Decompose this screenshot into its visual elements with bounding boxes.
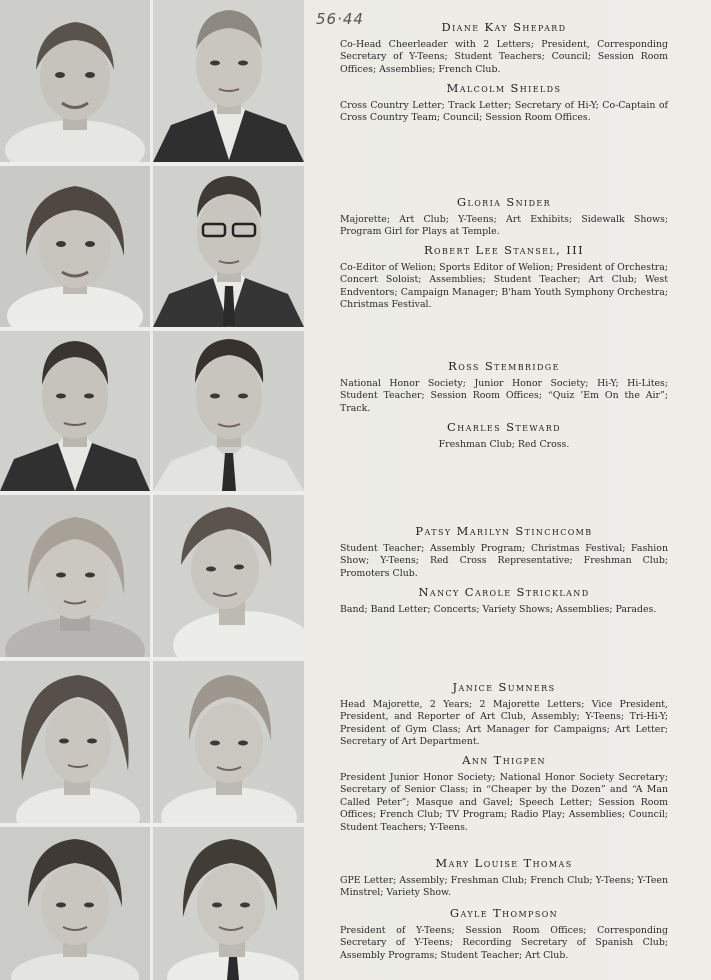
student-name: Ross Stembridge — [448, 359, 560, 373]
portrait-grid — [0, 0, 304, 980]
portrait-photo — [0, 495, 150, 657]
portrait-photo — [153, 827, 304, 980]
student-activities: Freshman Club; Red Cross. — [438, 439, 570, 450]
portrait-photo — [153, 495, 304, 657]
portrait-photo — [0, 0, 150, 162]
student-activities: Majorette; Art Club; Y-Teens; Art Exhibits; Sidewalk Shows; Program Girl for Plays at Temple. — [340, 214, 668, 238]
student-activities: President Junior Honor Society; National Honor Society Secretary; Secretary of Senior Class; in “Cheaper by the Dozen” and “A Man Called Peter”; Masque and Gavel; Speech Letter; Session Room Offices; French Club; TV Program; Radio Play; Assemblies; Council; Student Teachers; Y-Teens. — [340, 772, 668, 833]
student-entry — [340, 195, 668, 239]
student-name: Diane Kay Shepard — [441, 20, 567, 34]
student-activities: Head Majorette, 2 Years; 2 Majorette Letters; Vice President, President, and Reporter of Art Club, Assembly; Y-Teens; Tri-Hi-Y; President of Gym Class; Art Manager for Campaigns; Art Letter; Secretary of Art Department. — [340, 699, 668, 748]
student-name: Malcolm Shields — [446, 81, 562, 95]
student-entry — [340, 243, 668, 312]
student-entry — [340, 585, 668, 616]
student-activities: Co-Head Cheerleader with 2 Letters; President, Corresponding Secretary of Y-Teens; Student Teachers; Council; Session Room Offices; Assemblies; French Club. — [340, 39, 668, 75]
portrait-photo — [153, 166, 304, 327]
portrait-photo — [0, 331, 150, 491]
student-entry — [340, 81, 668, 125]
student-activities: Co-Editor of Welion; Sports Editor of Welion; President of Orchestra; Concert Soloist; Assemblies; Student Teacher; Art Club; West Endventors; Campaign Manager; B'ham Youth Symphony Orchestra; Christmas Festival. — [340, 262, 668, 311]
student-entry — [340, 420, 668, 451]
student-name: Nancy Carole Strickland — [418, 585, 590, 599]
portrait-photo — [153, 0, 304, 162]
student-entry — [340, 359, 668, 415]
student-activities: President of Y-Teens; Session Room Offices; Corresponding Secretary of Y-Teens; Recording Secretary of Spanish Club; Assembly Programs; Student Teacher; Art Club. — [340, 925, 668, 961]
student-name: Ann Thigpen — [462, 753, 546, 767]
student-name: Charles Steward — [447, 420, 561, 434]
student-name: Janice Sumners — [452, 680, 556, 694]
student-entry — [340, 753, 668, 834]
student-activities: National Honor Society; Junior Honor Society; Hi-Y; Hi-Lites; Student Teacher; Session Room Offices; “Quiz ’Em On the Air”; Track. — [340, 378, 668, 414]
student-name: Gayle Thompson — [449, 906, 559, 920]
student-entry — [340, 856, 668, 900]
portrait-photo — [153, 661, 304, 823]
student-activities: Student Teacher; Assembly Program; Christmas Festival; Fashion Show; Y-Teens; Red Cross Representative; Freshman Club; Promoters Club. — [340, 543, 668, 579]
student-name: Patsy Marilyn Stinchcomb — [415, 524, 593, 538]
student-name: Mary Louise Thomas — [435, 856, 573, 870]
student-entry — [340, 524, 668, 580]
portrait-photo — [0, 827, 150, 980]
portrait-photo — [0, 661, 150, 823]
student-activities: Cross Country Letter; Track Letter; Secretary of Hi-Y; Co-Captain of Cross Country Team; Council; Session Room Offices. — [340, 100, 668, 124]
student-name: Gloria Snider — [456, 195, 552, 209]
student-entry — [340, 20, 668, 76]
student-activities: Band; Band Letter; Concerts; Variety Shows; Assemblies; Parades. — [340, 604, 657, 615]
portrait-photo — [153, 331, 304, 491]
student-entry — [340, 680, 668, 749]
student-activities: GPE Letter; Assembly; Freshman Club; French Club; Y-Teens; Y-Teen Minstrel; Variety Show. — [340, 875, 668, 899]
student-name: Robert Lee Stansel, III — [423, 243, 585, 257]
student-entry — [340, 906, 668, 962]
page-marking: 56·44 — [316, 10, 364, 28]
portrait-photo — [0, 166, 150, 327]
